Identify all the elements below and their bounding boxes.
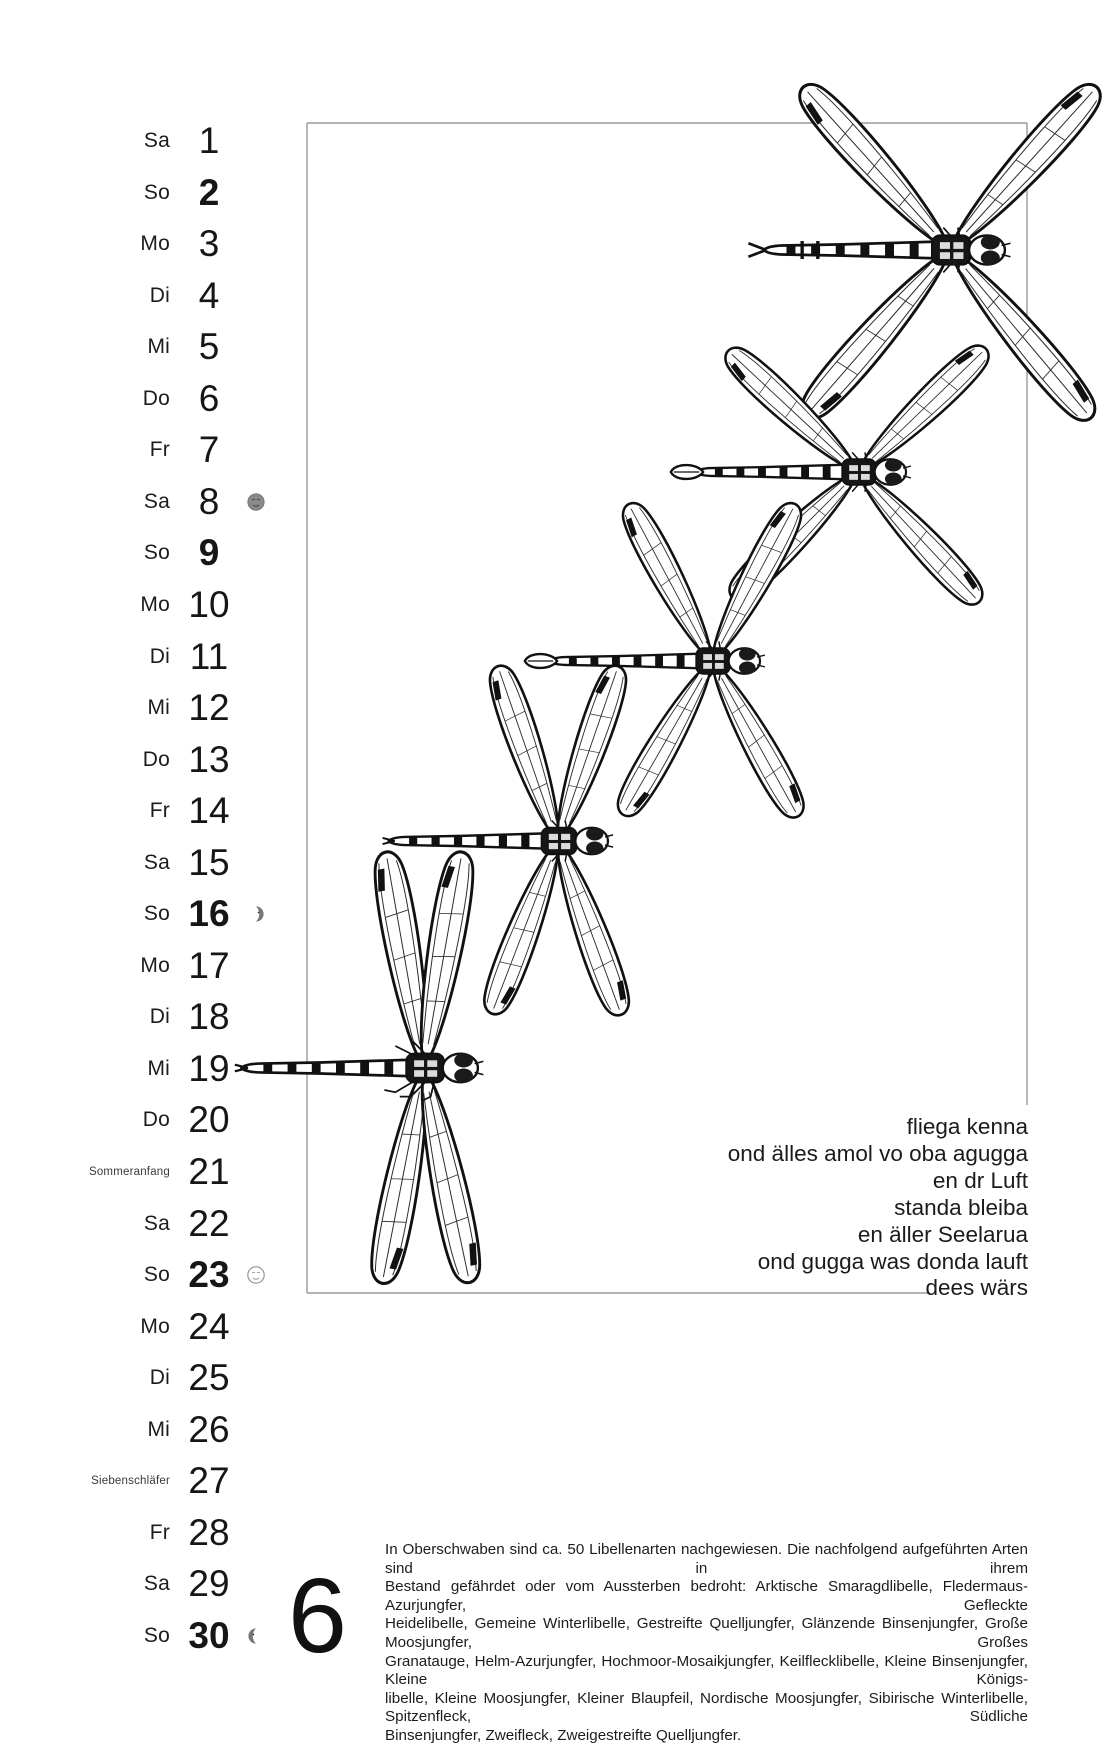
calendar-day-row (60, 167, 350, 219)
poem-line: ond älles amol vo oba agugga (727, 1140, 1028, 1166)
moon-phase (246, 476, 270, 528)
info-text-line: Granatauge, Helm-Azurjungfer, Hochmoor-Mosaikjungfer, Keilflecklibelle, Kleine Binsenjungfer, Kleine Königs- (385, 1652, 1028, 1689)
day-number: 6 (198, 377, 220, 419)
calendar-day-row (60, 1507, 350, 1559)
info-text-line: In Oberschwaben sind ca. 50 Libellenarten nachgewiesen. Die nachfolgend aufgeführten Arten sind in ihrem (385, 1541, 1028, 1577)
dialect-poem (628, 1114, 1028, 1302)
calendar-day-row (60, 1094, 350, 1146)
day-number: 23 (188, 1254, 230, 1296)
calendar-day-row (60, 631, 350, 683)
day-name-label: So (143, 541, 170, 565)
poem-line: fliega kenna (906, 1114, 1028, 1139)
calendar-day-row (60, 579, 350, 631)
day-number: 20 (188, 1099, 230, 1141)
day-name-label: Di (149, 1366, 170, 1390)
full-moon-icon (246, 1265, 266, 1285)
day-number: 13 (188, 738, 230, 780)
poem-line: dees wärs (925, 1275, 1028, 1301)
calendar-day-row (60, 218, 350, 270)
calendar-day-row (60, 476, 350, 528)
calendar-day-row (60, 321, 350, 373)
moon-phase (246, 1610, 270, 1662)
calendar-day-row (60, 1352, 350, 1404)
day-name-label: So (143, 1623, 170, 1647)
day-number: 11 (189, 635, 229, 677)
last-quarter-icon (246, 1626, 266, 1646)
day-number: 28 (188, 1511, 230, 1553)
info-text-line: Bestand gefährdet oder vom Aussterben bedroht: Arktische Smaragdlibelle, Fledermaus-Azurjungfer, Gefleckte (385, 1578, 1028, 1614)
day-name-label: Fr (149, 438, 170, 462)
day-number: 21 (188, 1151, 230, 1192)
info-text-line: Heidelibelle, Gemeine Winterlibelle, Gestreifte Quelljungfer, Glänzende Binsenjungfer, Große Moosjungfer, Großes (385, 1615, 1028, 1651)
day-number: 18 (188, 996, 230, 1038)
day-name-label: Mi (147, 1056, 170, 1080)
species-info-text (385, 1541, 1028, 1746)
day-number: 26 (188, 1408, 230, 1450)
dragonfly (748, 75, 1109, 429)
calendar-day-row (60, 1404, 350, 1456)
day-name-label: Do (142, 747, 170, 771)
calendar-day-row (60, 991, 350, 1043)
day-number: 30 (188, 1614, 230, 1656)
calendar-day-row (60, 940, 350, 992)
first-quarter-icon (246, 904, 266, 924)
day-name-label: Mi (147, 335, 170, 359)
calendar-day-row (60, 1146, 350, 1198)
day-name-label: Sa (143, 1572, 170, 1596)
day-number: 8 (198, 480, 220, 522)
calendar-day-row (60, 527, 350, 579)
day-name-label: Mi (147, 1417, 170, 1441)
day-number: 12 (188, 687, 230, 728)
calendar-day-row (60, 837, 350, 889)
moon-phase (246, 888, 270, 940)
day-name-label: Di (149, 644, 170, 668)
day-number: 1 (198, 120, 220, 161)
day-name-label: Sa (143, 129, 170, 152)
poem-line: standa bleiba (894, 1194, 1028, 1220)
day-name-label: Sa (143, 850, 170, 874)
calendar-day-row (60, 373, 350, 425)
day-number: 14 (188, 790, 230, 832)
day-number: 4 (198, 274, 220, 316)
day-number: 25 (188, 1357, 230, 1399)
calendar-day-row (60, 270, 350, 322)
calendar-day-row (60, 424, 350, 476)
info-text-line: libelle, Kleine Moosjungfer, Kleiner Blaupfeil, Nordische Moosjungfer, Sibirische Winterlibelle, Spitzenfleck, Südliche (385, 1689, 1028, 1726)
calendar-day-row (60, 115, 350, 167)
day-number: 24 (188, 1305, 230, 1347)
day-name-label: Sa (143, 489, 170, 513)
day-name-label: Fr (149, 799, 170, 823)
day-number: 27 (188, 1460, 230, 1502)
poem-line: ond gugga was donda lauft (757, 1248, 1028, 1274)
month-number: 6 (288, 1557, 347, 1675)
calendar-day-row (60, 734, 350, 786)
info-text-line: Binsenjungfer, Zweifleck, Zweigestreifte Quelljungfer. (385, 1726, 742, 1744)
day-name-label: Di (149, 1005, 170, 1029)
day-name-label: Di (149, 283, 170, 307)
day-number: 2 (198, 171, 220, 213)
day-name-label: Sa (143, 1211, 170, 1235)
day-number: 29 (188, 1563, 230, 1605)
calendar-day-row (60, 1455, 350, 1507)
day-number: 15 (188, 841, 230, 883)
day-name-label: So (143, 1263, 170, 1287)
day-name-label: Do (142, 386, 170, 410)
day-name-label: Fr (149, 1520, 170, 1544)
day-name-label: Mo (140, 232, 170, 256)
day-name-label: Mo (140, 953, 170, 977)
calendar-day-row (60, 888, 350, 940)
day-name-label: So (143, 180, 170, 204)
day-name-label: So (143, 902, 170, 926)
day-name-label: Mi (147, 696, 170, 719)
day-number: 3 (198, 223, 220, 265)
day-number: 17 (188, 944, 230, 986)
calendar-day-row (60, 1301, 350, 1353)
day-name-label: Mo (140, 593, 170, 616)
day-number: 9 (198, 532, 220, 574)
calendar-day-row (60, 682, 350, 734)
day-number: 7 (198, 429, 220, 471)
poem-line: en äller Seelarua (857, 1221, 1028, 1247)
day-number: 19 (188, 1047, 230, 1089)
calendar-day-row (60, 1043, 350, 1095)
day-number: 22 (188, 1202, 230, 1244)
day-number: 5 (198, 326, 220, 368)
calendar-day-row (60, 1249, 350, 1301)
day-number: 10 (188, 584, 230, 625)
day-name-label: Do (142, 1108, 170, 1132)
new-moon-icon (246, 492, 266, 512)
day-number: 16 (188, 893, 230, 935)
calendar-day-row (60, 785, 350, 837)
calendar-day-row (60, 1198, 350, 1250)
poem-line: en dr Luft (932, 1167, 1028, 1193)
day-special-label: Sommeranfang (88, 1166, 170, 1178)
moon-phase (246, 1249, 270, 1301)
day-special-label: Siebenschläfer (91, 1475, 170, 1488)
day-name-label: Mo (140, 1314, 170, 1338)
